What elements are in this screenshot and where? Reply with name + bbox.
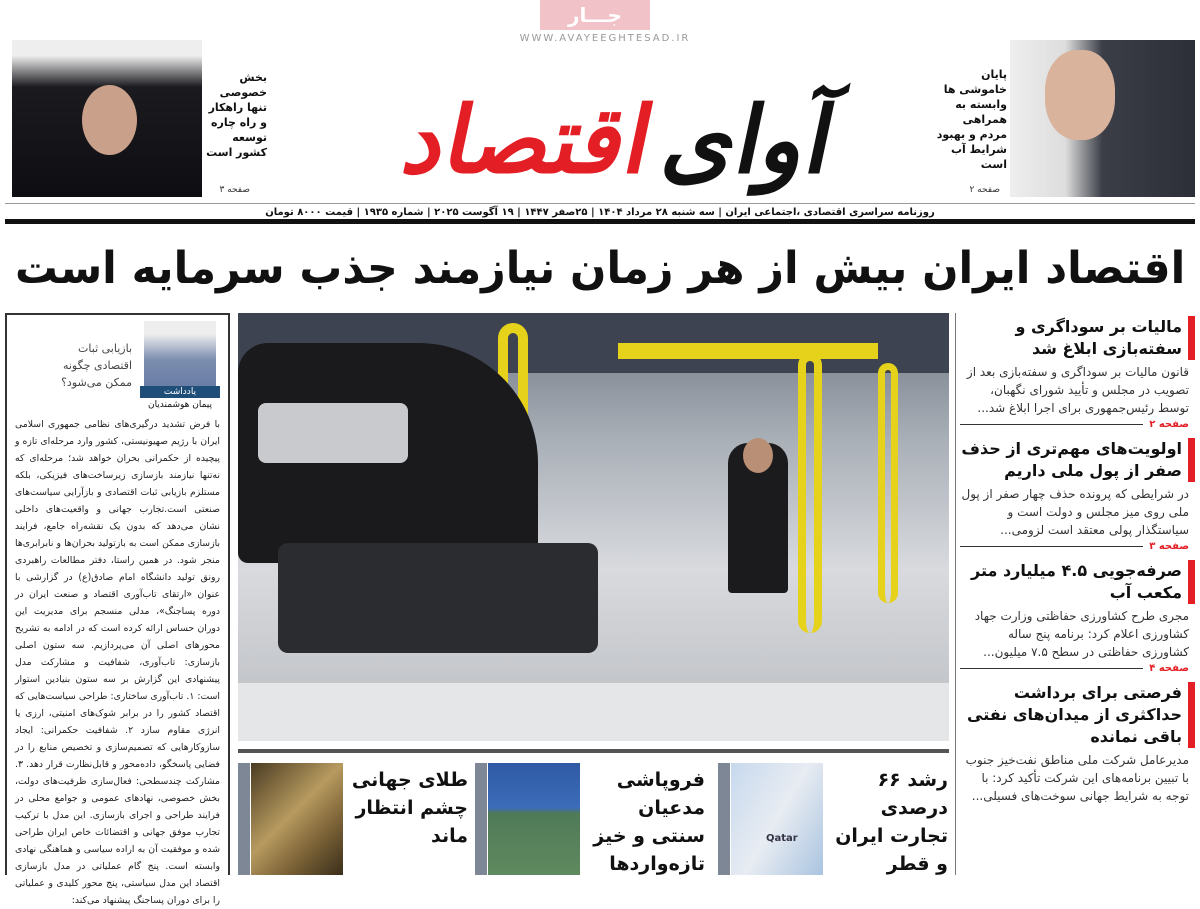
opinion-column	[5, 313, 230, 906]
logo-word-bottom: اقتصاد	[394, 86, 664, 194]
football-image	[488, 763, 580, 875]
story-1-page: صفحه ۲	[1149, 419, 1189, 430]
right-teaser-page: صفحه ۲	[969, 185, 1000, 195]
story-2-page: صفحه ۳	[1149, 541, 1189, 552]
car-factory-photo	[238, 313, 949, 741]
story-2-title[interactable]: اولویت‌های مهم‌تری از حذف صفر از پول ملی داریم	[960, 438, 1195, 482]
left-teaser-page: صفحه ۳	[219, 185, 250, 195]
story-1[interactable]	[960, 316, 1195, 430]
bottom-story-qatar-title[interactable]: رشد ۶۶ درصدی تجارت ایران و قطر	[835, 769, 948, 875]
qatar-map-image	[731, 763, 823, 875]
opinion-body: با فرض تشدید درگیری‌های نظامی جمهوری اسلامی ایران با رژیم صهیونیستی، کشور وارد مرحله‌ای تازه و پیچیده از حکمرانی بحران خواهد شد؛ مرحله‌ای که نه‌تنها نیازمند بازسازی زیرساخت‌های فیزیکی، بلکه مستلزم بازیابی ثبات اقتصادی و بازآرایی سیاست‌های صنعتی است.تجارب جهانی و واقعیت‌های داخلی نشان می‌دهد که بدون یک نقشه‌راه جامع، فرایند بازسازی ممکن است به بازتولید بحران‌ها و نابرابری‌ها منجر شود. در همین راستا، دفتر مطالعات راهبردی رونق تولید دانشگاه امام صادق(ع) در گزارشی با عنوان «ارتقای تاب‌آوری اقتصاد و صنعت ایران در دوره پساجنگ»، مدلی منسجم برای مدیریت این دوران حساس ارائه کرده است که در ادامه به تشریح محورهای اصلی آن می‌پردازیم. سه ستون اصلی بازسازی: تاب‌آوری، شفافیت و مشارکت مدل پیشنهادی این گزارش بر سه ستون بنیادین استوار است: ۱. تاب‌آوری ساختاری: طراحی سیاست‌هایی که اقتصاد کشور را در برابر شوک‌های امنیتی، ارزی یا انرژی مقاوم سازد ۲. شفافیت حکمرانی: ایجاد سازوکارهایی که تصمیم‌سازی و تخصیص منابع را در فضایی پاسخگو، داده‌محور و قابل‌نظارت قرار دهد. ۳. مشارکت چندسطحی: فعال‌سازی ظرفیت‌های دولت، بخش خصوصی، نهادهای عمومی و جوامع محلی در فرایند طراحی و اجرای بازسازی. این مدل با ترکیب تجارب موفق جهانی و اقتضائات خاص ایران طراحی شده و موفقیت آن به اراده سیاسی و هماهنگی نهادی وابسته است. پنج گام عملیاتی در مدل بازسازی اقتصاد این مدل سیاستی، پنج محور کلیدی و عملیاتی را برای دوران پساجنگ پیشنهاد می‌کند:	[15, 419, 221, 906]
story-4-title[interactable]: فرصتی برای برداشت حداکثری از میدان‌های نفتی باقی نمانده	[960, 682, 1195, 748]
dateline: روزنامه سراسری اقتصادی ،اجتماعی ایران | سه شنبه ۲۸ مرداد ۱۴۰۴ | ۲۵صفر ۱۴۴۷ | ۱۹ آگوست ۲۰۲۵ | شماره ۱۹۳۵ | قیمت ۸۰۰۰ تومان	[5, 203, 1195, 218]
bottom-story-gold-title[interactable]: طلای جهانی چشم انتظار ماند	[351, 769, 468, 847]
bottom-rule	[238, 749, 949, 753]
opinion-title[interactable]: بازیابی ثبات اقتصادی چگونه ممکن می‌شود؟	[61, 342, 132, 389]
story-2-body: در شرایطی که پرونده حذف چهار صفر از پول ملی روی میز مجلس و دولت است و سیاستگذار پولی معتقد است لزومی...	[961, 487, 1189, 537]
right-news-column	[960, 316, 1195, 875]
story-3-title[interactable]: صرفه‌جویی ۴.۵ میلیارد متر مکعب آب	[960, 560, 1195, 604]
site-url: WWW.AVAYEEGHTESAD.IR	[519, 33, 691, 44]
bottom-story-qatar[interactable]	[718, 763, 948, 875]
map-label: Qatar	[766, 833, 798, 844]
bottom-story-football-title[interactable]: فروپاشی مدعیان سنتی و خیز تازه‌واردها	[593, 769, 705, 875]
author-name: پیمان هوشمندیان	[147, 400, 213, 410]
newspaper-logo	[270, 55, 970, 200]
column-divider	[955, 313, 956, 875]
story-4-body: مدیرعامل شرکت ملی مناطق نفت‌خیز جنوب با تبیین برنامه‌های این شرکت تأکید کرد: با توجه به شرایط جهانی سوخت‌های فسیلی...	[965, 753, 1189, 803]
headline-area	[10, 236, 1190, 302]
story-1-title[interactable]: مالیات بر سوداگری و سفته‌بازی ابلاغ شد	[960, 316, 1195, 360]
gold-bar-image	[251, 763, 343, 875]
logo-word-top: آوای	[654, 86, 846, 194]
bottom-story-gold[interactable]	[238, 763, 468, 875]
masthead-rule	[5, 219, 1195, 224]
man-portrait-photo	[1010, 40, 1195, 197]
story-3-page: صفحه ۴	[1149, 663, 1189, 674]
main-headline[interactable]: اقتصاد ایران بیش از هر زمان نیازمند جذب سرمایه است	[14, 243, 1186, 294]
woman-portrait-photo	[12, 40, 202, 197]
story-2[interactable]	[960, 438, 1195, 552]
story-3-body: مجری طرح کشاورزی حفاظتی وزارت جهاد کشاورزی اعلام کرد: برنامه پنج ساله کشاورزی حفاظتی در سطح ۷.۵ میلیون...	[974, 609, 1189, 659]
left-teaser-text[interactable]: بخش خصوصی تنها راهکار و راه چاره توسعه کشور است	[206, 71, 267, 159]
story-1-body: قانون مالیات بر سوداگری و سفته‌بازی بعد از تصویب در مجلس و تأیید شورای نگهبان، توسط رئیس‌جمهوری برای اجرا ابلاغ شد...	[966, 365, 1189, 415]
story-3[interactable]	[960, 560, 1195, 674]
author-photo	[144, 321, 216, 386]
opinion-badge: یادداشت	[140, 386, 220, 398]
story-4[interactable]	[960, 682, 1195, 805]
watermark-badge: جـــار	[540, 0, 650, 30]
right-teaser-text[interactable]: پایان خاموشی ها وابسته به همراهی مردم و بهبود شرایط آب است	[936, 68, 1007, 171]
bottom-story-football[interactable]	[475, 763, 705, 875]
